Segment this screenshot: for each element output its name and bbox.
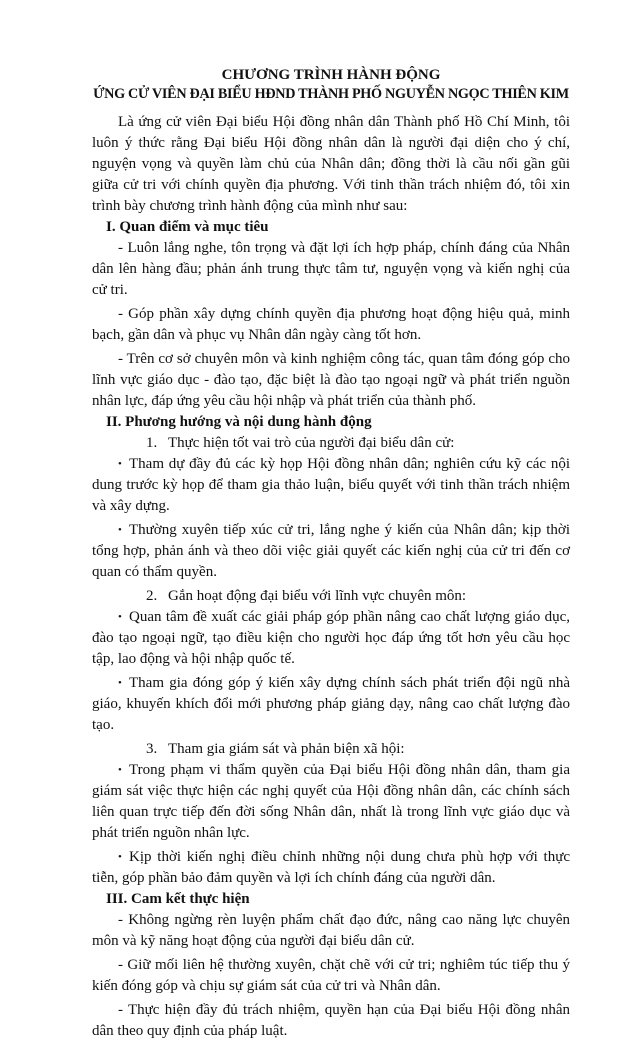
bullet-icon: •: [118, 611, 122, 623]
section3-item: - Không ngừng rèn luyện phẩm chất đạo đức, nâng cao năng lực chuyên môn và kỹ năng hoạt động của người đại biểu dân cử.: [92, 912, 570, 949]
bullet-text: Kịp thời kiến nghị điều chỉnh những nội dung chưa phù hợp với thực tiễn, góp phần bảo đảm quyền và lợi ích chính đáng của người dân.: [92, 849, 570, 886]
section3-item: - Thực hiện đầy đủ trách nhiệm, quyền hạn của Đại biểu Hội đồng nhân dân theo quy định của pháp luật.: [92, 1002, 570, 1039]
numbered-item-3: [92, 739, 570, 760]
document-title: CHƯƠNG TRÌNH HÀNH ĐỘNG: [221, 67, 441, 83]
item-number: 3.: [146, 741, 158, 757]
bullet-icon: •: [118, 458, 122, 470]
bullet-icon: •: [118, 677, 122, 689]
section1-item: - Góp phần xây dựng chính quyền địa phương hoạt động hiệu quả, minh bạch, gần dân và phục vụ Nhân dân ngày càng tốt hơn.: [92, 306, 570, 343]
numbered-item-2: [92, 586, 570, 607]
bullet-icon: •: [118, 764, 122, 776]
section1-item: - Trên cơ sở chuyên môn và kinh nghiệm công tác, quan tâm đóng góp cho lĩnh vực giáo dục - đào tạo, đặc biệt là đào tạo ngoại ngữ và phát triển nguồn nhân lực, đáp ứng yêu cầu hội nhập và phát triển của thành phố.: [92, 351, 570, 409]
section-heading-2: II. Phương hướng và nội dung hành động: [106, 414, 372, 430]
item-title: Gắn hoạt động đại biểu với lĩnh vực chuyên môn:: [168, 588, 467, 604]
bullet-paragraph: [92, 454, 570, 517]
item-number: 1.: [146, 435, 158, 451]
bullet-text: Quan tâm đề xuất các giải pháp góp phần nâng cao chất lượng giáo dục, đào tạo ngoại ngữ, tạo điều kiện cho người học đáp ứng tốt hơn yêu cầu học tập, lao động và hội nhập quốc tế.: [92, 609, 570, 667]
bullet-icon: •: [118, 524, 122, 536]
item-number: 2.: [146, 588, 158, 604]
section3-item: - Giữ mối liên hệ thường xuyên, chặt chẽ với cử tri; nghiêm túc tiếp thu ý kiến đóng góp và chịu sự giám sát của cử tri và Nhân dân.: [92, 957, 570, 994]
bullet-text: Tham gia đóng góp ý kiến xây dựng chính sách phát triển đội ngũ nhà giáo, khuyến khích đổi mới phương pháp giảng dạy, nâng cao chất lượng đào tạo.: [92, 675, 570, 733]
item-title: Tham gia giám sát và phản biện xã hội:: [168, 741, 405, 757]
bullet-paragraph: [92, 607, 570, 670]
intro-paragraph: Là ứng cử viên Đại biểu Hội đồng nhân dân Thành phố Hồ Chí Minh, tôi luôn ý thức rằng Đại biểu Hội đồng nhân dân là người đại diện cho ý chí, nguyện vọng và quyền làm chủ của Nhân dân; đồng thời là cầu nối gần gũi giữa cử tri với chính quyền địa phương. Với tinh thần trách nhiệm đó, tôi xin trình bày chương trình hành động của mình như sau:: [92, 114, 570, 214]
bullet-icon: •: [118, 851, 122, 863]
bullet-text: Trong phạm vi thẩm quyền của Đại biểu Hội đồng nhân dân, tham gia giám sát việc thực hiện các nghị quyết của Hội đồng nhân dân, các chính sách liên quan trực tiếp đến đời sống Nhân dân, nhất là trong lĩnh vực giáo dục và phát triển nguồn nhân lực.: [92, 762, 570, 841]
section1-item: - Luôn lắng nghe, tôn trọng và đặt lợi ích hợp pháp, chính đáng của Nhân dân lên hàng đầu; phản ánh trung thực tâm tư, nguyện vọng và kiến nghị của cử tri.: [92, 240, 570, 298]
bullet-text: Tham dự đầy đủ các kỳ họp Hội đồng nhân dân; nghiên cứu kỹ các nội dung trước kỳ họp để tham gia thảo luận, biểu quyết với tinh thần trách nhiệm và xây dựng.: [92, 456, 570, 514]
bullet-paragraph: [92, 760, 570, 844]
item-title: Thực hiện tốt vai trò của người đại biểu dân cử:: [168, 435, 455, 451]
section-heading-1: I. Quan điểm và mục tiêu: [106, 219, 269, 235]
bullet-text: Thường xuyên tiếp xúc cử tri, lắng nghe ý kiến của Nhân dân; kịp thời tổng hợp, phản ánh và theo dõi việc giải quyết các kiến nghị của cử tri đến cơ quan có thẩm quyền.: [92, 522, 570, 580]
bullet-paragraph: [92, 847, 570, 889]
bullet-paragraph: [92, 520, 570, 583]
section-heading-3: III. Cam kết thực hiện: [106, 891, 250, 907]
document-subtitle: ỨNG CỬ VIÊN ĐẠI BIỂU HĐND THÀNH PHỐ NGUYỄN NGỌC THIÊN KIM: [93, 86, 569, 102]
bullet-paragraph: [92, 673, 570, 736]
numbered-item-1: [92, 433, 570, 454]
